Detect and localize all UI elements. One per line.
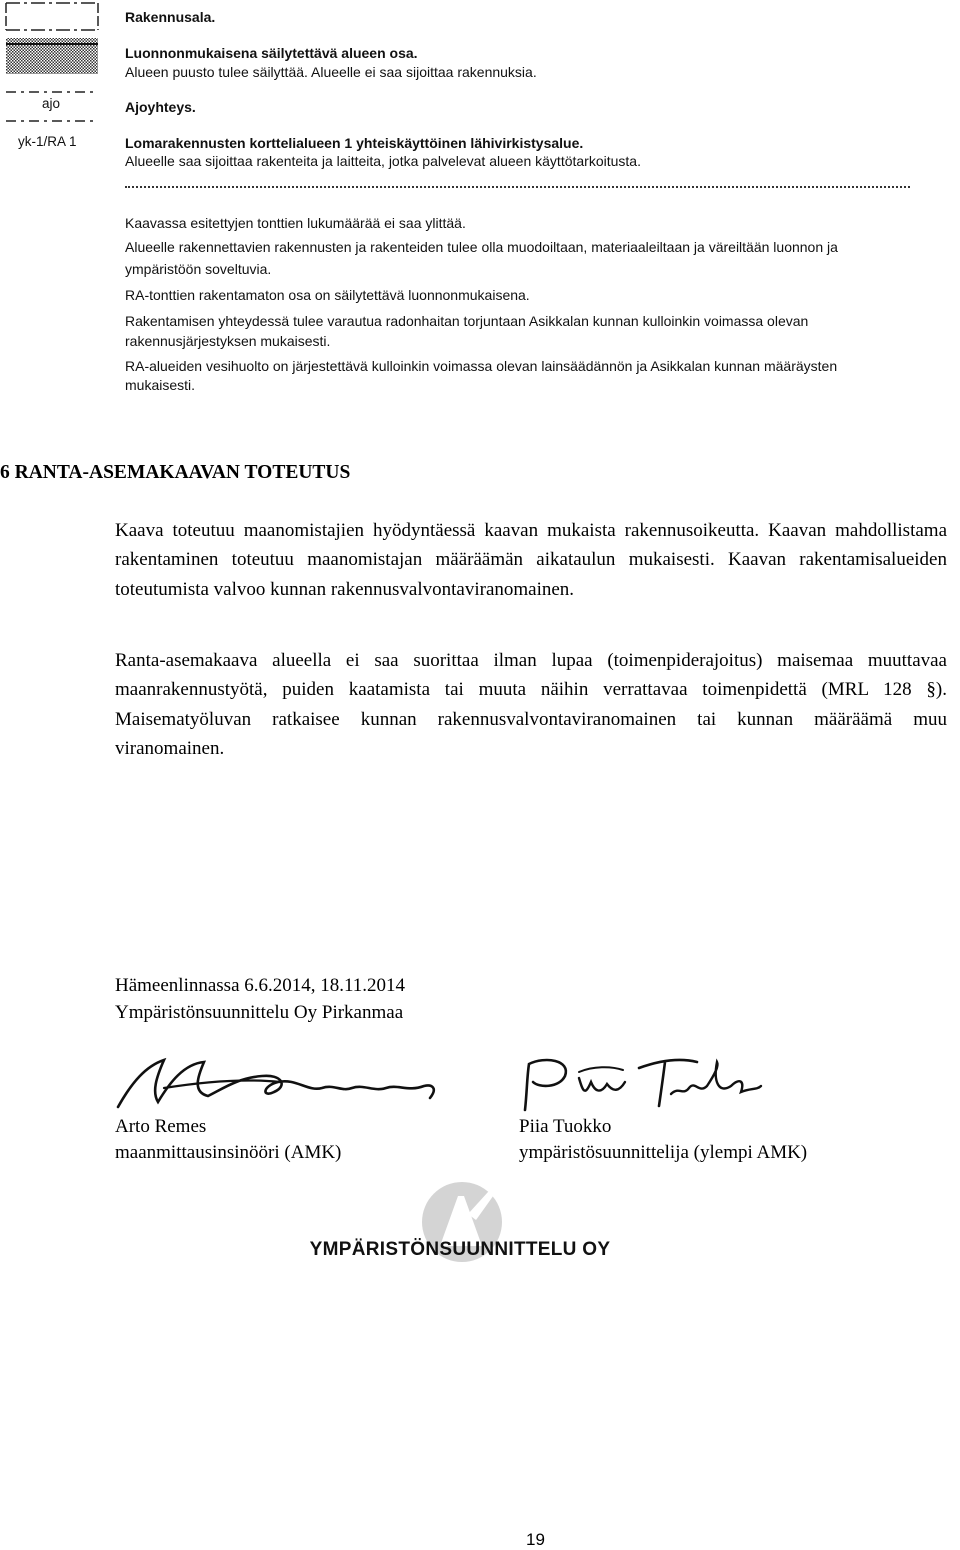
signature-arto-remes bbox=[112, 1052, 442, 1114]
signer-1-title: maanmittausinsinööri (AMK) bbox=[115, 1142, 342, 1163]
signature-piia-tuokko bbox=[515, 1052, 765, 1114]
section-heading: 6 RANTA-ASEMAKAAVAN TOTEUTUS bbox=[0, 462, 351, 483]
legend-general-2b: ympäristöön soveltuvia. bbox=[125, 261, 272, 277]
legend-natural-area-desc: Alueen puusto tulee säilyttää. Alueelle ei saa sijoittaa rakennuksia. bbox=[125, 64, 537, 80]
page-number: 19 bbox=[526, 1530, 545, 1549]
company-logo bbox=[300, 1180, 620, 1270]
legend-general-3: RA-tonttien rakentamaton osa on säilytettävä luonnonmukaisena. bbox=[125, 287, 530, 303]
logo-wordmark: YMPÄRISTÖNSUUNNITTELU OY bbox=[309, 1239, 611, 1260]
driveway-symbol-label: ajo bbox=[42, 96, 61, 111]
signer-2-name: Piia Tuokko bbox=[519, 1116, 612, 1137]
recreation-area-symbol-label: yk-1/RA 1 bbox=[18, 134, 77, 149]
legend-dotted-separator bbox=[125, 186, 910, 188]
legend-general-5b: mukaisesti. bbox=[125, 377, 196, 393]
company-name: Ympäristönsuunnittelu Oy Pirkanmaa bbox=[115, 1002, 404, 1023]
legend-building-area: Rakennusala. bbox=[125, 9, 216, 25]
legend-driveway: Ajoyhteys. bbox=[125, 99, 196, 115]
signer-2-title: ympäristösuunnittelija (ylempi AMK) bbox=[519, 1142, 808, 1163]
legend-general-5: RA-alueiden vesihuolto on järjestettävä kulloinkin voimassa olevan lainsäädännön ja Asikkalan kunnan määräysten bbox=[125, 358, 838, 374]
legend-general-4b: rakennusjärjestyksen mukaisesti. bbox=[125, 333, 331, 349]
legend-general-2: Alueelle rakennettavien rakennusten ja rakenteiden tulee olla muodoiltaan, materiaaleiltaan ja väreiltään luonnon ja bbox=[125, 239, 838, 255]
paragraph-implementation: Kaava toteutuu maanomistajien hyödyntäessä kaavan mukaista rakennusoikeutta. Kaavan mahdollistama rakentaminen toteutuu maanomistajan määräämän aikataulun mukaisesti. Kaavan rakentamisalueiden toteutumista valvoo kunnan rakennusvalvontaviranomainen. bbox=[115, 520, 947, 600]
building-area-symbol bbox=[6, 3, 98, 30]
signer-1 bbox=[115, 1114, 341, 1166]
signer-1-name: Arto Remes bbox=[115, 1116, 207, 1137]
signer-2 bbox=[519, 1114, 807, 1166]
paragraph-restrictions: Ranta-asemakaava alueella ei saa suorittaa ilman lupaa (toimenpiderajoitus) maisemaa muuttavaa maanrakennustyötä, puiden kaatamista tai muuta näihin verrattavaa toimenpidettä (MRL 128 §). Maisematyöluvan ratkaisee kunnan rakennusvalvontaviranomainen tai kunnan määräämä muu viranomainen. bbox=[115, 650, 947, 760]
legend-general-1: Kaavassa esitettyjen tonttien lukumäärää ei saa ylittää. bbox=[125, 215, 466, 231]
place-date: Hämeenlinnassa 6.6.2014, 18.11.2014 bbox=[115, 975, 406, 996]
legend-natural-area-title: Luonnonmukaisena säilytettävä alueen osa. bbox=[125, 45, 418, 61]
legend-recreation-title: Lomarakennusten korttelialueen 1 yhteiskäyttöinen lähivirkistysalue. bbox=[125, 135, 584, 151]
legend-general-4: Rakentamisen yhteydessä tulee varautua radonhaitan torjuntaan Asikkalan kunnan kulloinkin voimassa olevan bbox=[125, 313, 809, 329]
legend-recreation-desc: Alueelle saa sijoittaa rakenteita ja laitteita, jotka palvelevat alueen käyttötarkoitusta. bbox=[125, 153, 641, 169]
